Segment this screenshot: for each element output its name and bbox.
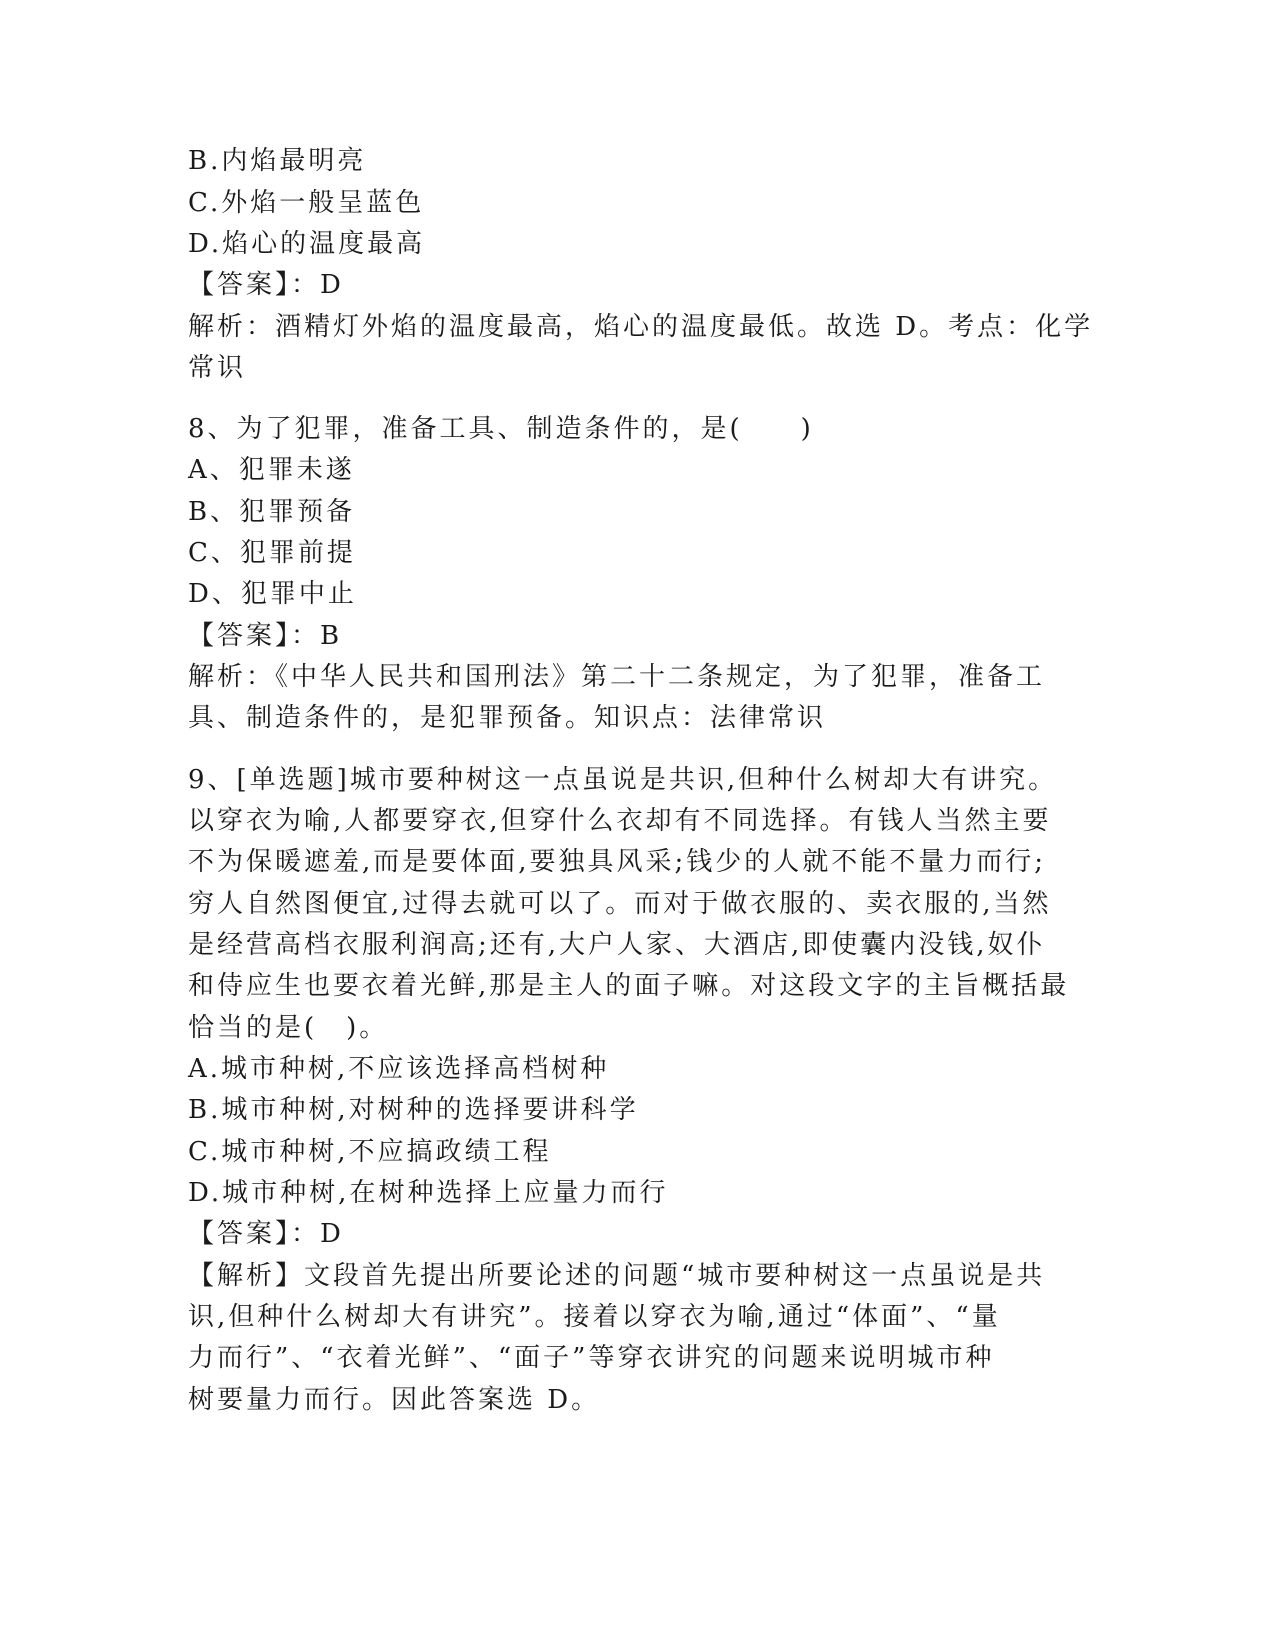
q9-option-a: A.城市种树,不应该选择高档树种 [188, 1054, 610, 1084]
q7-analysis-line: 常识 [188, 353, 247, 383]
q8-option-d: D、犯罪中止 [188, 579, 357, 609]
q9-stem-line: 是经营高档衣服利润高;还有,大户人家、大酒店,即使囊内没钱,奴仆 [188, 930, 1046, 960]
q7-option-b: B.内焰最明亮 [188, 146, 367, 176]
q9-stem-line: 以穿衣为喻,人都要穿衣,但穿什么衣却有不同选择。有钱人当然主要 [188, 806, 1052, 836]
q9-option-b: B.城市种树,对树种的选择要讲科学 [188, 1095, 639, 1125]
q8-option-c: C、犯罪前提 [188, 538, 356, 568]
q9-stem-line: 和侍应生也要衣着光鲜,那是主人的面子嘛。对这段文字的主旨概括最 [188, 971, 1070, 1001]
q9-stem-line: 穷人自然图便宜,过得去就可以了。而对于做衣服的、卖衣服的,当然 [188, 889, 1052, 919]
q8-analysis-line: 具、制造条件的，是犯罪预备。知识点：法律常识 [188, 703, 827, 733]
q7-option-d: D.焰心的温度最高 [188, 229, 426, 259]
q9-stem-line: 不为保暖遮羞,而是要体面,要独具风采;钱少的人就不能不量力而行; [188, 847, 1047, 877]
q9-analysis-line: 力而行”、“衣着光鲜”、“面子”等穿衣讲究的问题来说明城市种 [188, 1343, 995, 1373]
q9-stem-line: 9、[单选题]城市要种树这一点虽说是共识,但种什么树却大有讲究。 [188, 765, 1058, 795]
q9-analysis-line: 树要量力而行。因此答案选 D。 [188, 1385, 601, 1415]
q9-analysis-line: 识,但种什么树却大有讲究”。接着以穿衣为喻,通过“体面”、“量 [188, 1302, 1001, 1332]
q9-analysis-line: 【解析】文段首先提出所要论述的问题“城市要种树这一点虽说是共 [188, 1261, 1046, 1291]
q8-stem: 8、为了犯罪，准备工具、制造条件的，是( ) [188, 414, 814, 444]
q7-analysis-line: 解析：酒精灯外焰的温度最高，焰心的温度最低。故选 D。考点：化学 [188, 312, 1094, 342]
q9-option-c: C.城市种树,不应搞政绩工程 [188, 1137, 552, 1167]
q9-option-d: D.城市种树,在树种选择上应量力而行 [188, 1178, 669, 1208]
q9-answer: 【答案】：D [188, 1219, 344, 1249]
q8-analysis-line: 解析：《中华人民共和国刑法》第二十二条规定，为了犯罪，准备工 [188, 662, 1046, 692]
q7-answer: 【答案】：D [188, 270, 344, 300]
q7-option-c: C.外焰一般呈蓝色 [188, 188, 425, 218]
q9-stem-line: 恰当的是( )。 [188, 1013, 389, 1043]
q8-option-b: B、犯罪预备 [188, 497, 356, 527]
q8-answer: 【答案】：B [188, 621, 343, 651]
q8-option-a: A、犯罪未遂 [188, 455, 355, 485]
